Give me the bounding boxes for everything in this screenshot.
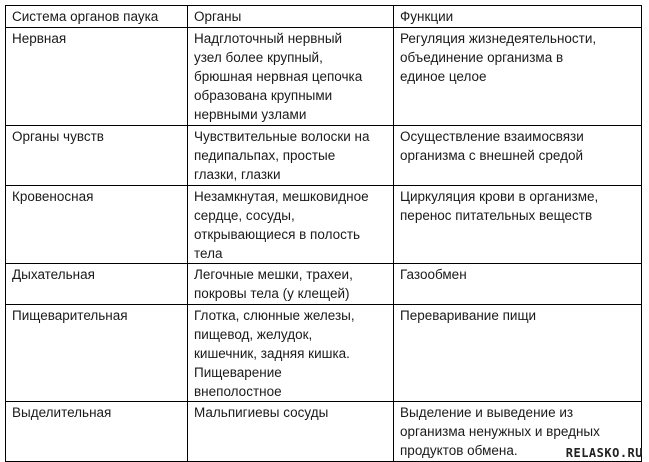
- cell-functions: Переваривание пищи: [394, 305, 642, 402]
- cell-functions: Газообмен: [394, 264, 642, 305]
- header-row: [6, 6, 642, 28]
- cell-system: Пищеварительная: [6, 305, 188, 402]
- site-watermark: RELASKO.RU: [565, 446, 643, 460]
- spider-organ-systems-table: [5, 5, 642, 462]
- cell-system: Дыхательная: [6, 264, 188, 305]
- table-row: [6, 305, 642, 402]
- cell-organs: Мальпигиевы сосуды: [188, 402, 394, 462]
- table-row: [6, 264, 642, 305]
- cell-functions: Осуществление взаимосвязи организма с внешней средой: [394, 126, 642, 186]
- cell-organs: Глотка, слюнные железы, пищевод, желудок, кишечник, задняя кишка. Пищеварение внеполостное: [188, 305, 394, 402]
- cell-functions: Регуляция жизнедеятельности, объединение организма в единое целое: [394, 28, 642, 126]
- table-row: [6, 126, 642, 186]
- header-functions: Функции: [394, 6, 642, 28]
- header-system: Система органов паука: [6, 6, 188, 28]
- cell-organs: Легочные мешки, трахеи, покровы тела (у клещей): [188, 264, 394, 305]
- cell-system: Кровеносная: [6, 186, 188, 264]
- table-row: [6, 28, 642, 126]
- cell-system: Нервная: [6, 28, 188, 126]
- cell-system: Органы чувств: [6, 126, 188, 186]
- table-header: [6, 6, 642, 28]
- cell-organs: Чувствительные волоски на педипальпах, простые глазки, глазки: [188, 126, 394, 186]
- cell-organs: Надглоточный нервный узел более крупный, брюшная нервная цепочка образована крупными нервными узлами: [188, 28, 394, 126]
- cell-functions: Циркуляция крови в организме, перенос питательных веществ: [394, 186, 642, 264]
- table-body: [6, 28, 642, 462]
- cell-functions: Выделение и выведение из организма ненужных и вредных продуктов обмена.: [394, 402, 642, 462]
- table-row: [6, 402, 642, 462]
- table-row: [6, 186, 642, 264]
- header-organs: Органы: [188, 6, 394, 28]
- cell-organs: Незамкнутая, мешковидное сердце, сосуды, открывающиеся в полость тела: [188, 186, 394, 264]
- cell-system: Выделительная: [6, 402, 188, 462]
